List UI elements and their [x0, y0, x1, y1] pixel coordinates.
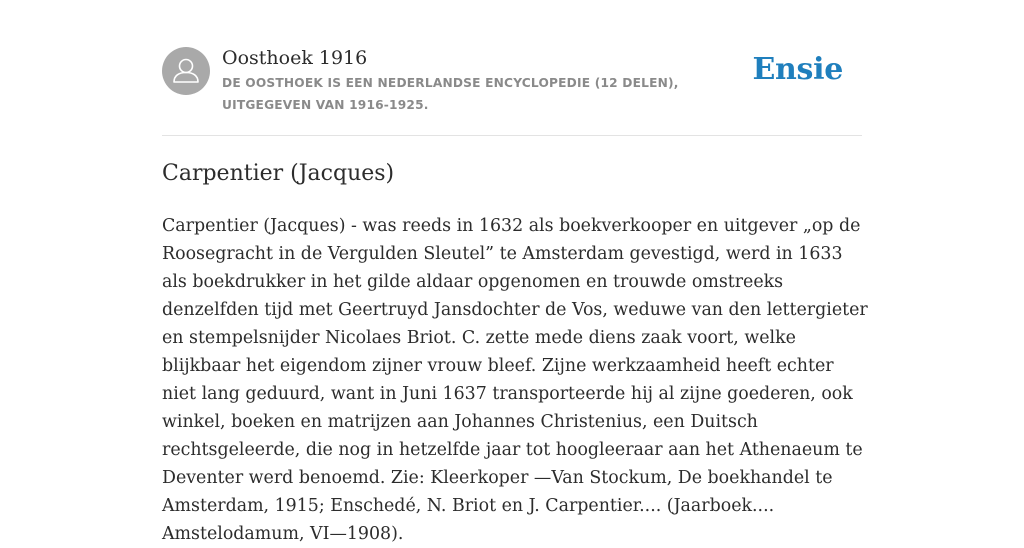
source-title[interactable]: Oosthoek 1916 — [222, 47, 368, 69]
header-divider — [162, 135, 862, 136]
source-header — [162, 46, 862, 118]
ensie-logo[interactable]: Ensie — [752, 52, 843, 87]
source-description: DE OOSTHOEK IS EEN NEDERLANDSE ENCYCLOPEDIE (12 DELEN), UITGEGEVEN VAN 1916-1925. — [222, 76, 679, 112]
user-icon — [162, 47, 210, 95]
article-body: Carpentier (Jacques) - was reeds in 1632 als boekverkooper en uitgever „op de Roosegracht in de Vergulden Sleutel” te Amsterdam gevestigd, werd in 1633 als boekdrukker in het gilde aldaar opgenomen en trouwde omstreeks denzelfden tijd met Geertruyd Jansdochter de Vos, weduwe van den lettergieter en stempelsnijder Nicolaes Briot. C. zette mede diens zaak voort, welke blijkbaar het eigendom zijner vrouw bleef. Zijne werkzaamheid heeft echter niet lang geduurd, want in Juni 1637 transporteerde hij al zijne goederen, ook winkel, boeken en matrijzen aan Johannes Christenius, een Duitsch rechtsgeleerde, die nog in hetzelfde jaar tot hoogleeraar aan het Athenaeum te Deventer werd benoemd. Zie: Kleerkoper —Van Stockum, De boekhandel te Amsterdam, 1915; Enschedé, N. Briot en J. Carpentier.... (Jaarboek.... Amstelodamum, VI—1908). — [162, 216, 868, 544]
article-title: Carpentier (Jacques) — [162, 161, 395, 186]
source-avatar[interactable] — [162, 47, 210, 95]
